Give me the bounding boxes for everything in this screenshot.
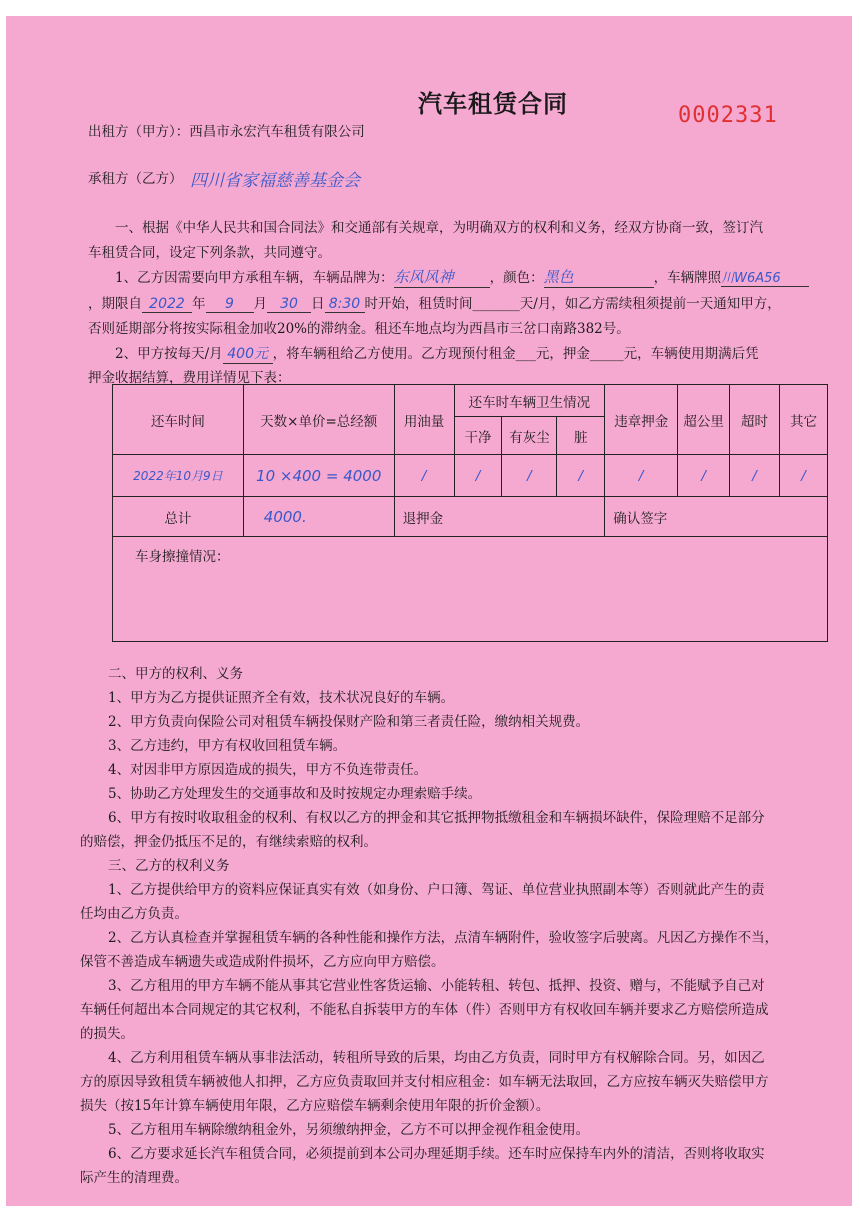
section3-item-3: 3、乙方租用的甲方车辆不能从事其它营业性客货运输、小能转租、转包、抵押、投资、赠与，不能赋予自己对 — [108, 978, 765, 994]
lessee-label: 承租方（乙方） — [88, 171, 183, 187]
page-title: 汽车租赁合同 — [418, 89, 568, 118]
section3-item-3-end: 的损失。 — [80, 1026, 134, 1042]
clause1-line3: 否则延期部分将按实际租金加收20%的滞纳金。租还车地点均为西昌市三岔口南路382号。 — [88, 321, 630, 337]
intro-line-2: 车租赁合同，设定下列条款，共同遵守。 — [88, 245, 331, 261]
clause1-text-g: 日 — [311, 296, 325, 312]
section3-item-3-cont: 车辆任何超出本合同规定的其它权利，不能私自拆装甲方的车体（件）否则甲方有权收回车辆并要求乙方赔偿所造成 — [80, 1002, 769, 1018]
clause1-text-a: 1、乙方因需要向甲方承租车辆，车辆品牌为： — [115, 270, 394, 286]
fee-table — [112, 384, 828, 642]
row-other: / — [779, 455, 827, 497]
section2-heading: 二、甲方的权利、义务 — [108, 666, 243, 682]
section3-item-4-end: 损失（按15年计算车辆使用年限，乙方应赔偿车辆剩余使用年限的折价金额）。 — [80, 1098, 550, 1114]
clause1-text-f: 月 — [253, 296, 267, 312]
section3-heading: 三、乙方的权利义务 — [108, 858, 230, 874]
section3-item-2: 2、乙方认真检查并掌握租赁车辆的各种性能和操作方法，点清车辆附件，验收签字后驶离。凡因乙方操作不当， — [108, 930, 779, 946]
clause1-text-c: ，车辆牌照 — [653, 270, 722, 286]
day-handwritten: 30 — [267, 296, 311, 313]
section2-item-4: 4、对因非甲方原因造成的损失，甲方不负连带责任。 — [108, 762, 428, 778]
section3-item-5: 5、乙方租用车辆除缴纳租金外，另须缴纳押金，乙方不可以押金视作租金使用。 — [108, 1122, 590, 1138]
clause2-text-b: ，将车辆租给乙方使用。乙方现预付租金___元，押金_____元，车辆使用期满后凭 — [272, 346, 759, 362]
row-dusty: / — [502, 455, 557, 497]
color-handwritten: 黑色 — [544, 266, 654, 288]
section3-item-1: 1、乙方提供给甲方的资料应保证真实有效（如身份、户口簿、驾证、单位营业执照副本等）否则就此产生的责 — [108, 882, 765, 898]
row-return-date: 2022年10月9日 — [113, 455, 244, 497]
hour-handwritten: 8:30 — [325, 296, 365, 313]
year-handwritten: 2022 — [142, 296, 192, 313]
clause1-text-e: 年 — [192, 296, 206, 312]
lessee-handwritten: 四川省家福慈善基金会 — [190, 171, 360, 191]
section2-item-6-cont: 的赔偿，押金仍抵压不足的，有继续索赔的权利。 — [80, 834, 377, 850]
total-label: 总计 — [113, 497, 244, 537]
clause1-text-h: 时开始，租赁时间_______天/月，如乙方需续租须提前一天通知甲方， — [364, 296, 781, 312]
row-clean: / — [454, 455, 502, 497]
row-dirty: / — [557, 455, 605, 497]
row-violation: / — [605, 455, 678, 497]
header-overtime: 超时 — [730, 385, 780, 455]
row-fuel: / — [394, 455, 454, 497]
brand-handwritten: 东风风神 — [394, 266, 490, 288]
header-over-km: 超公里 — [678, 385, 730, 455]
month-handwritten: 9 — [206, 296, 254, 313]
intro-line-1: 一、根据《中华人民共和国合同法》和交通部有关规章，为明确双方的权利和义务，经双方协商一致，签订汽 — [115, 220, 763, 236]
section3-item-1-cont: 任均由乙方负责。 — [80, 906, 188, 922]
clause2-text-a: 2、甲方按每天/月 — [115, 346, 223, 362]
header-fuel: 用油量 — [394, 385, 454, 455]
section3-item-2-cont: 保管不善造成车辆遗失或造成附件损坏，乙方应向甲方赔偿。 — [80, 954, 445, 970]
clause1-text-b: ，颜色： — [489, 270, 544, 286]
plate-handwritten: 川W6A56 — [721, 267, 809, 287]
section3-item-4: 4、乙方利用租赁车辆从事非法活动，转租所导致的后果，均由乙方负责，同时甲方有权解除合同。另，如因乙 — [108, 1050, 765, 1066]
header-hygiene: 还车时车辆卫生情况 — [454, 385, 605, 417]
header-clean: 干净 — [454, 417, 502, 455]
section2-item-3: 3、乙方违约，甲方有权收回租赁车辆。 — [108, 738, 347, 754]
section2-item-6: 6、甲方有按时收取租金的权利、有权以乙方的押金和其它抵押物抵缴租金和车辆损坏缺件，保险理赔不足部分 — [108, 810, 765, 826]
section2-item-5: 5、协助乙方处理发生的交通事故和及时按规定办理索赔手续。 — [108, 786, 482, 802]
header-calc: 天数×单价=总经额 — [243, 385, 394, 455]
section3-item-6: 6、乙方要求延长汽车租赁合同，必须提前到本公司办理延期手续。还车时应保持车内外的清洁，否则将收取实 — [108, 1146, 765, 1162]
daily-price-handwritten: 400元 — [223, 343, 273, 364]
lessor-line: 出租方（甲方）：西昌市永宏汽车租赁有限公司 — [88, 124, 365, 140]
header-other: 其它 — [779, 385, 827, 455]
section2-item-2: 2、甲方负责向保险公司对租赁车辆投保财产险和第三者责任险，缴纳相关规费。 — [108, 714, 590, 730]
confirm-signature: 确认签字 — [605, 497, 828, 537]
section3-item-6-cont: 际产生的清理费。 — [80, 1170, 188, 1186]
header-return-time: 还车时间 — [113, 385, 244, 455]
clause2-line2: 押金收据结算，费用详情见下表： — [88, 370, 291, 386]
section3-item-4-cont: 方的原因导致租赁车辆被他人扣押，乙方应负责取回并支付相应租金：如车辆无法取回，乙方应按车辆灭失赔偿甲方 — [80, 1074, 769, 1090]
serial-number: 0002331 — [678, 103, 778, 128]
total-value: 4000. — [243, 497, 394, 537]
body-damage-note: 车身擦撞情况： — [113, 537, 828, 642]
refund-deposit: 退押金 — [394, 497, 605, 537]
header-dirty: 脏 — [557, 417, 605, 455]
row-calc: 10 ×400 = 4000 — [243, 455, 394, 497]
clause1-text-d: ，期限自 — [88, 296, 142, 312]
clause1-line1 — [115, 266, 809, 288]
header-dusty: 有灰尘 — [502, 417, 557, 455]
row-overtime: / — [730, 455, 780, 497]
section2-item-1: 1、甲方为乙方提供证照齐全有效，技术状况良好的车辆。 — [108, 690, 455, 706]
header-violation-deposit: 违章押金 — [605, 385, 678, 455]
clause1-line2 — [88, 292, 781, 313]
row-over-km: / — [678, 455, 730, 497]
clause2-line1 — [115, 342, 759, 364]
